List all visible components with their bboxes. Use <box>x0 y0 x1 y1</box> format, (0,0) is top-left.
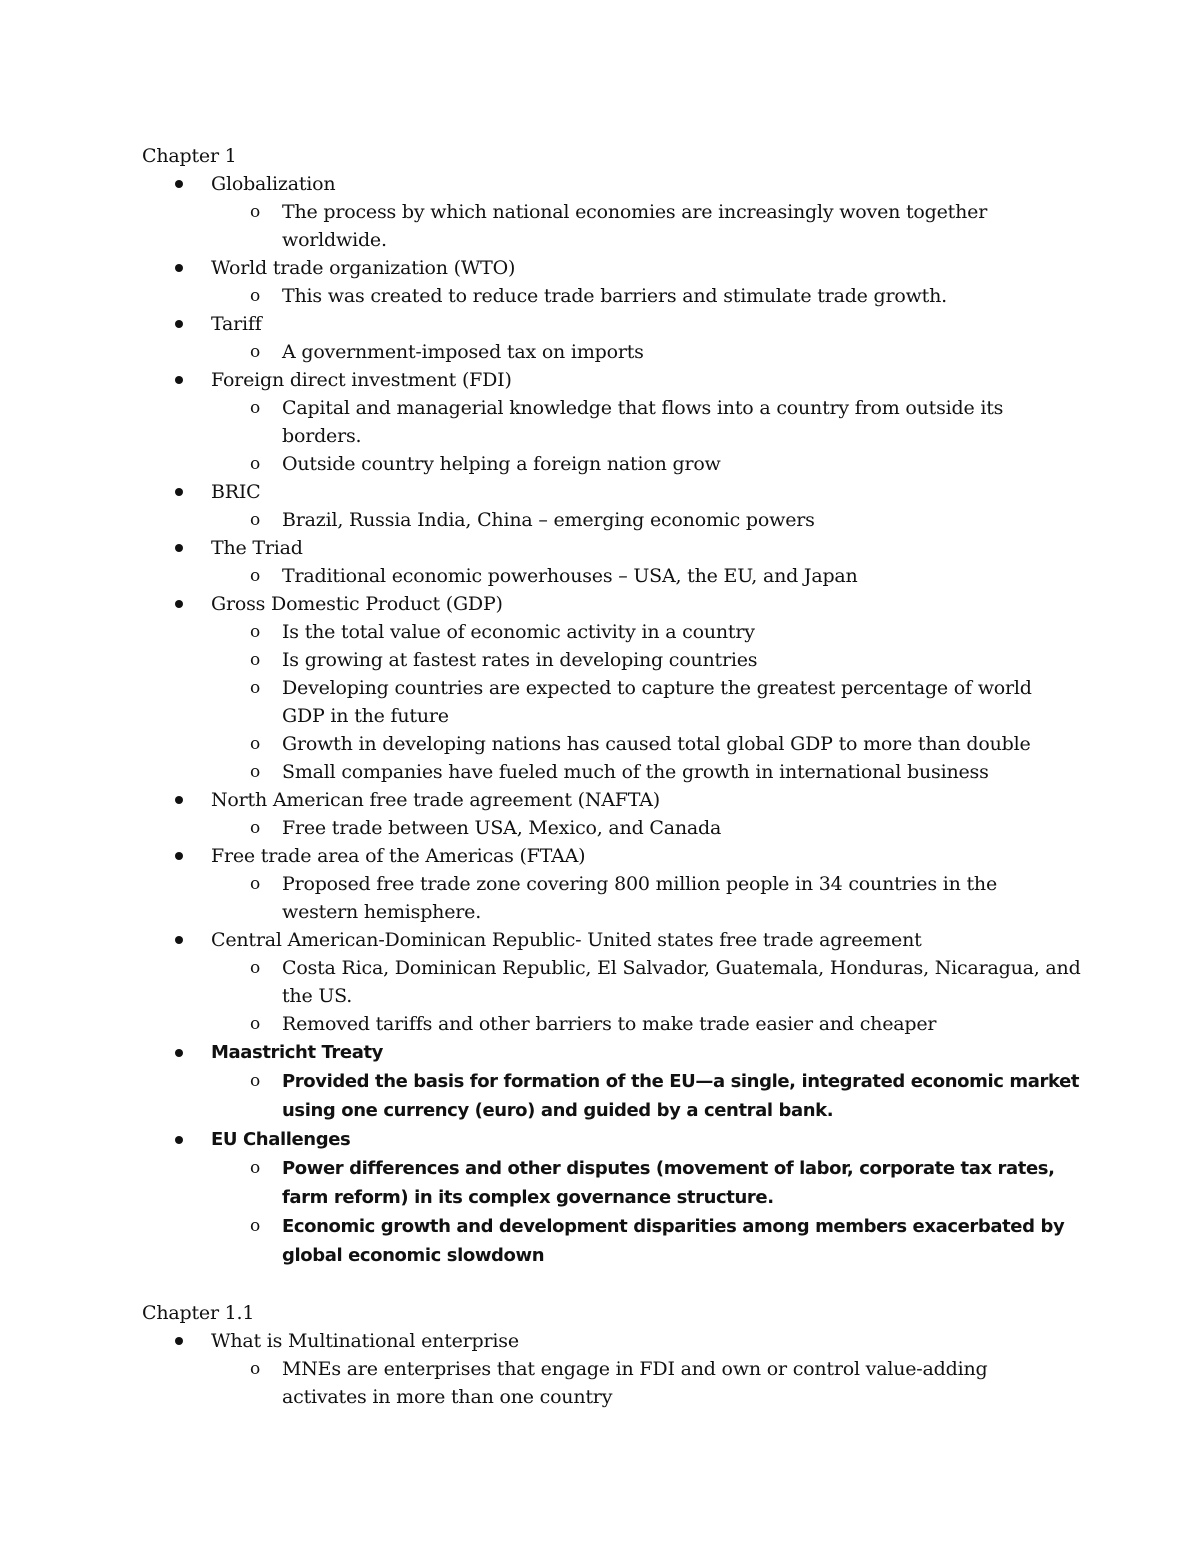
sub-item-text: Is growing at fastest rates in developing countries <box>282 649 758 671</box>
circle-bullet-icon: o <box>250 1071 260 1091</box>
list-item-tariff <box>142 310 1082 366</box>
list-item-cafta <box>142 926 1082 1038</box>
list-item-label: Central American-Dominican Republic- United states free trade agreement <box>211 929 922 951</box>
bullet-icon <box>175 488 183 496</box>
sub-item-text: Economic growth and development disparities among members exacerbated by global economic slowdown <box>282 1216 1065 1266</box>
sub-item-text: Is the total value of economic activity in a country <box>282 621 755 643</box>
circle-bullet-icon: o <box>250 874 261 894</box>
circle-bullet-icon: o <box>250 342 261 362</box>
sub-item-text: Power differences and other disputes (movement of labor, corporate tax rates, farm reform) in its complex governance structure. <box>282 1158 1055 1208</box>
circle-bullet-icon: o <box>250 1359 261 1379</box>
list-item-label: Free trade area of the Americas (FTAA) <box>211 845 586 867</box>
list-item-label: Tariff <box>211 313 262 335</box>
list-item-gdp <box>142 590 1082 786</box>
sub-item-text: This was created to reduce trade barriers and stimulate trade growth. <box>282 285 947 307</box>
list-item-label: Globalization <box>211 173 336 195</box>
sub-item-text: The process by which national economies are increasingly woven together worldwide. <box>282 201 988 251</box>
sub-item-text: Traditional economic powerhouses – USA, the EU, and Japan <box>282 565 858 587</box>
list-item-label: BRIC <box>211 481 261 503</box>
bullet-icon <box>175 264 183 272</box>
list-item-maastricht <box>142 1038 1082 1125</box>
circle-bullet-icon: o <box>250 510 261 530</box>
list-item-label: EU Challenges <box>211 1129 351 1150</box>
circle-bullet-icon: o <box>250 286 261 306</box>
circle-bullet-icon: o <box>250 650 261 670</box>
circle-bullet-icon: o <box>250 202 261 222</box>
sub-item-text: Outside country helping a foreign nation grow <box>282 453 721 475</box>
bullet-icon <box>175 544 183 552</box>
list-item-label: Maastricht Treaty <box>211 1042 383 1063</box>
bullet-icon <box>175 180 183 188</box>
chapter-heading: Chapter 1 <box>142 145 237 167</box>
bullet-icon <box>175 320 183 328</box>
list-item-bric <box>142 478 1082 534</box>
sub-item-text: Growth in developing nations has caused total global GDP to more than double <box>282 733 1031 755</box>
list-item-nafta <box>142 786 1082 842</box>
list-item-label: North American free trade agreement (NAFTA) <box>211 789 660 811</box>
chapter-1-section <box>142 142 1082 1270</box>
chapter-heading: Chapter 1.1 <box>142 1302 255 1324</box>
bullet-icon <box>175 600 183 608</box>
bullet-icon <box>175 852 183 860</box>
sub-item-text: Proposed free trade zone covering 800 million people in 34 countries in the western hemisphere. <box>282 873 997 923</box>
bullet-icon <box>175 1049 183 1057</box>
circle-bullet-icon: o <box>250 678 261 698</box>
bullet-icon <box>175 796 183 804</box>
list-item-triad <box>142 534 1082 590</box>
sub-item-text: A government-imposed tax on imports <box>282 341 644 363</box>
list-item-label: The Triad <box>211 537 303 559</box>
circle-bullet-icon: o <box>250 1216 260 1236</box>
circle-bullet-icon: o <box>250 762 261 782</box>
chapter-1-1-list <box>142 1327 1082 1411</box>
circle-bullet-icon: o <box>250 622 261 642</box>
bullet-icon <box>175 1136 183 1144</box>
sub-item-text: Developing countries are expected to capture the greatest percentage of world GDP in the future <box>282 677 1032 727</box>
circle-bullet-icon: o <box>250 454 261 474</box>
sub-item-text: Costa Rica, Dominican Republic, El Salvador, Guatemala, Honduras, Nicaragua, and the US. <box>282 957 1081 1007</box>
list-item-label: What is Multinational enterprise <box>211 1330 519 1352</box>
list-item-mne <box>142 1327 1082 1411</box>
circle-bullet-icon: o <box>250 1014 261 1034</box>
bullet-icon <box>175 376 183 384</box>
circle-bullet-icon: o <box>250 818 261 838</box>
sub-item-text: Free trade between USA, Mexico, and Canada <box>282 817 722 839</box>
list-item-ftaa <box>142 842 1082 926</box>
circle-bullet-icon: o <box>250 1158 260 1178</box>
sub-item-text: Brazil, Russia India, China – emerging economic powers <box>282 509 815 531</box>
circle-bullet-icon: o <box>250 734 261 754</box>
sub-item-text: Provided the basis for formation of the EU—a single, integrated economic market using one currency (euro) and guided by a central bank. <box>282 1071 1080 1121</box>
list-item-label: Gross Domestic Product (GDP) <box>211 593 503 615</box>
bullet-icon <box>175 1337 183 1345</box>
sub-item-text: Capital and managerial knowledge that flows into a country from outside its borders. <box>282 397 1004 447</box>
chapter-1-list <box>142 170 1082 1270</box>
sub-item-text: Small companies have fueled much of the growth in international business <box>282 761 989 783</box>
list-item-label: Foreign direct investment (FDI) <box>211 369 512 391</box>
list-item-label: World trade organization (WTO) <box>211 257 516 279</box>
list-item-globalization <box>142 170 1082 254</box>
list-item-fdi <box>142 366 1082 478</box>
sub-item-text: Removed tariffs and other barriers to make trade easier and cheaper <box>282 1013 937 1035</box>
chapter-1-1-section <box>142 1299 1082 1411</box>
bullet-icon <box>175 936 183 944</box>
circle-bullet-icon: o <box>250 398 261 418</box>
circle-bullet-icon: o <box>250 958 261 978</box>
list-item-wto <box>142 254 1082 310</box>
circle-bullet-icon: o <box>250 566 261 586</box>
list-item-eu-challenges <box>142 1125 1082 1270</box>
sub-item-text: MNEs are enterprises that engage in FDI and own or control value-adding activates in more than one country <box>282 1358 988 1408</box>
